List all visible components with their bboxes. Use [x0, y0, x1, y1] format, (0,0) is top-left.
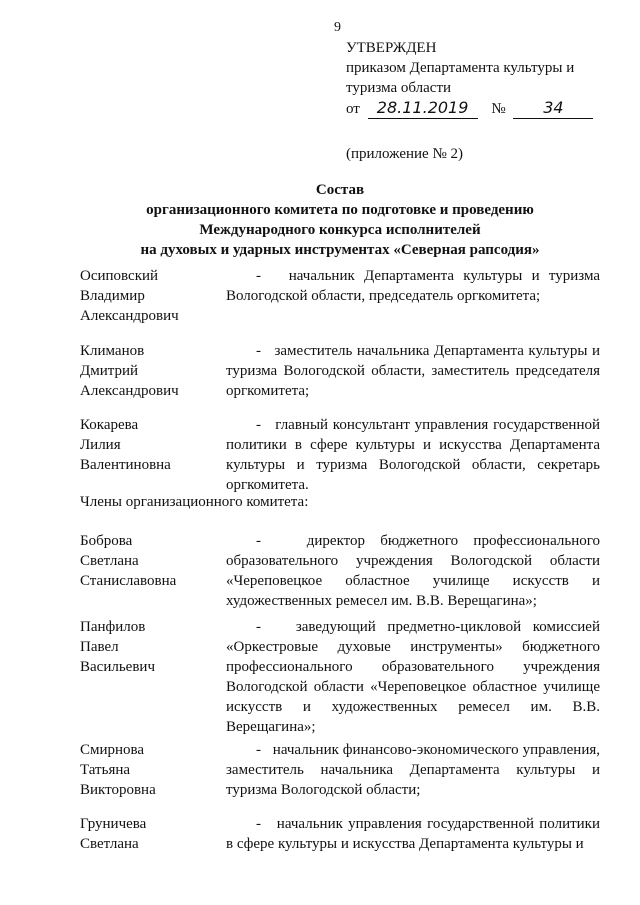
approval-line-2: туризма области — [346, 80, 452, 96]
person-name — [80, 814, 220, 854]
page-number: 9 — [334, 20, 341, 35]
surname: Климанов — [80, 343, 145, 359]
role-description — [226, 531, 600, 611]
members-heading: Члены организационного комитета: — [80, 494, 309, 510]
approval-block — [346, 38, 596, 119]
handwritten-number: 34 — [513, 98, 593, 119]
patronymic: Васильевич — [80, 659, 155, 675]
role-description — [226, 341, 600, 401]
role-dash: - — [256, 742, 261, 758]
patronymic: Валентиновна — [80, 457, 171, 473]
role-dash: - — [256, 268, 261, 284]
role-dash: - — [256, 533, 261, 549]
role-description — [226, 814, 600, 854]
role-text: начальник управления государственной политики в сфере культуры и искусства Департамента культуры и — [226, 816, 600, 852]
document-title — [80, 180, 600, 260]
appendix-note: (приложение № 2) — [346, 146, 464, 162]
role-description — [226, 617, 600, 737]
patronymic: Станиславовна — [80, 573, 177, 589]
approval-heading: УТВЕРЖДЕН — [346, 40, 437, 56]
first-name: Светлана — [80, 553, 139, 569]
person-name — [80, 617, 220, 677]
surname: Осиповский — [80, 268, 159, 284]
surname: Кокарева — [80, 417, 139, 433]
first-name: Татьяна — [80, 762, 131, 778]
role-text: начальник Департамента культуры и туризма Вологодской области, председатель оргкомитета; — [226, 268, 600, 304]
role-description — [226, 266, 600, 306]
title-line-3: Международного конкурса исполнителей — [199, 222, 481, 238]
role-text: главный консультант управления государственной политики в сфере культуры и искусства Департамента культуры и туризма Вологодской области, секретарь оргкомитета. — [226, 417, 600, 493]
patronymic: Александрович — [80, 383, 179, 399]
title-line-4: на духовых и ударных инструментах «Северная рапсодия» — [140, 242, 540, 258]
surname: Панфилов — [80, 619, 146, 635]
role-description — [226, 740, 600, 800]
number-label: № — [491, 101, 506, 117]
first-name: Павел — [80, 639, 119, 655]
patronymic: Александрович — [80, 308, 179, 324]
person-name — [80, 341, 220, 401]
patronymic: Викторовна — [80, 782, 156, 798]
role-text: заместитель начальника Департамента культуры и туризма Вологодской области, заместитель председателя оргкомитета; — [226, 343, 600, 399]
person-name — [80, 415, 220, 475]
role-text: заведующий предметно-цикловой комиссией «Оркестровые духовые инструменты» бюджетного профессионального образовательного учреждения Вологодской области «Череповецкое областное училище искусств и художественных ремесел им. В.В. Верещагина»; — [226, 619, 600, 735]
role-dash: - — [256, 343, 261, 359]
person-name — [80, 266, 220, 326]
title-line-2: организационного комитета по подготовке и проведению — [146, 202, 534, 218]
first-name: Лилия — [80, 437, 121, 453]
person-name — [80, 531, 220, 591]
role-dash: - — [256, 417, 261, 433]
role-description — [226, 415, 600, 495]
role-dash: - — [256, 619, 261, 635]
surname: Боброва — [80, 533, 133, 549]
first-name: Владимир — [80, 288, 145, 304]
surname: Груничева — [80, 816, 147, 832]
approval-date-row — [346, 98, 596, 119]
first-name: Дмитрий — [80, 363, 139, 379]
handwritten-date: 28.11.2019 — [368, 98, 478, 119]
role-text: начальник финансово-экономического управления, заместитель начальника Департамента культуры и туризма Вологодской области; — [226, 742, 601, 798]
person-name — [80, 740, 220, 800]
first-name: Светлана — [80, 836, 139, 852]
role-dash: - — [256, 816, 261, 832]
date-label: от — [346, 101, 360, 117]
surname: Смирнова — [80, 742, 145, 758]
title-line-1: Состав — [315, 182, 365, 198]
role-text: директор бюджетного профессионального образовательного учреждения Вологодской области «Череповецкое областное училище искусств и художественных ремесел им. В.В. Верещагина»; — [226, 533, 600, 609]
approval-line-1: приказом Департамента культуры и — [346, 60, 575, 76]
